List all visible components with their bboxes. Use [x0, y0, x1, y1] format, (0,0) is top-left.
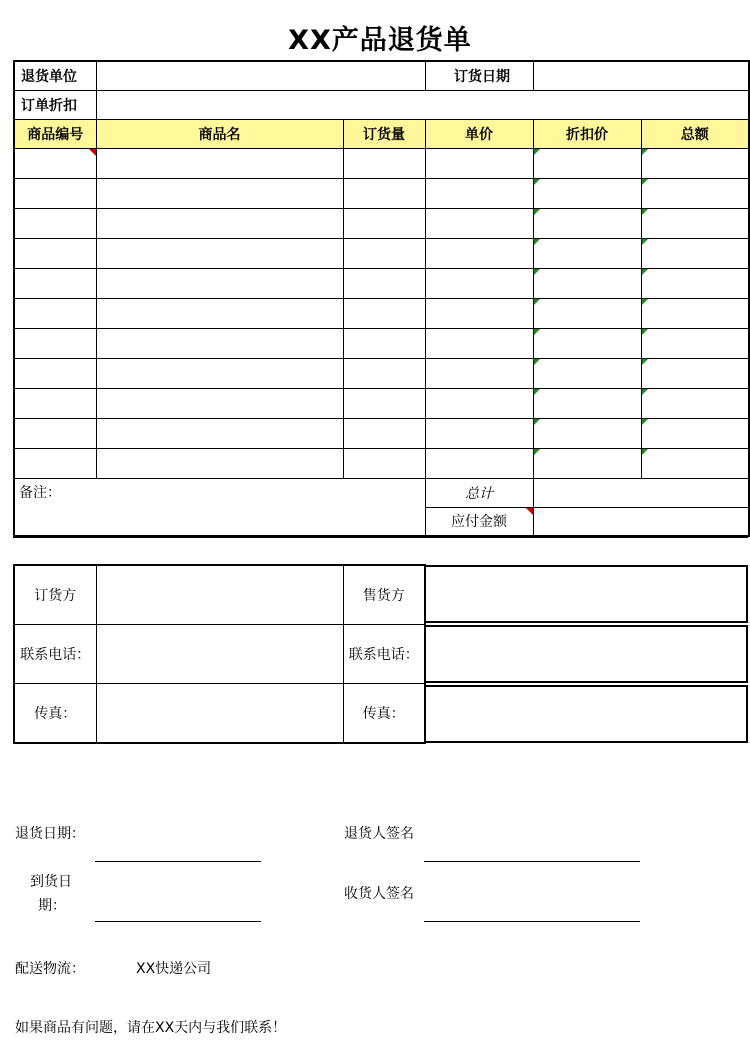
table-cell[interactable]: [96, 358, 343, 388]
table-cell[interactable]: [96, 178, 343, 208]
table-row: [14, 358, 749, 388]
table-cell[interactable]: [641, 418, 749, 448]
table-row: [14, 148, 749, 178]
table-row: [14, 268, 749, 298]
table-row: [14, 448, 749, 478]
item-rows: [14, 148, 749, 478]
table-cell[interactable]: [343, 208, 425, 238]
table-row: [14, 388, 749, 418]
arrival-date-line[interactable]: [95, 921, 261, 922]
table-cell[interactable]: [96, 388, 343, 418]
table-cell[interactable]: [96, 418, 343, 448]
seller-field[interactable]: [424, 565, 748, 623]
col-discount-price: 折扣价: [533, 119, 641, 148]
amount-due-field[interactable]: [533, 507, 749, 536]
table-cell[interactable]: [641, 268, 749, 298]
table-row: [14, 178, 749, 208]
table-cell[interactable]: [14, 178, 96, 208]
col-product-code: 商品编号: [14, 119, 96, 148]
table-cell[interactable]: [425, 208, 533, 238]
table-cell[interactable]: [96, 298, 343, 328]
seller-phone-field[interactable]: [424, 625, 748, 683]
table-cell[interactable]: [425, 328, 533, 358]
table-cell[interactable]: [96, 268, 343, 298]
table-cell[interactable]: [14, 238, 96, 268]
logistics-label: 配送物流：: [15, 961, 85, 977]
receiver-sign-label: 收货人签名: [344, 886, 414, 902]
table-cell[interactable]: [641, 298, 749, 328]
return-date-label: 退货日期：: [15, 826, 85, 842]
table-cell[interactable]: [425, 268, 533, 298]
remarks-cell[interactable]: [14, 478, 425, 536]
table-cell[interactable]: [343, 178, 425, 208]
col-product-name: 商品名: [96, 119, 343, 148]
table-cell[interactable]: [343, 448, 425, 478]
table-cell[interactable]: [533, 328, 641, 358]
return-unit-label: 退货单位: [14, 61, 96, 90]
table-cell[interactable]: [14, 448, 96, 478]
amount-due-label: 应付金额: [425, 507, 533, 536]
order-discount-label: 订单折扣: [14, 90, 96, 119]
buyer-fax-label: 传真：: [14, 684, 96, 744]
table-cell[interactable]: [641, 358, 749, 388]
order-date-label: 订货日期: [425, 61, 533, 90]
table-cell[interactable]: [343, 328, 425, 358]
table-cell[interactable]: [533, 208, 641, 238]
table-cell[interactable]: [641, 388, 749, 418]
table-cell[interactable]: [425, 298, 533, 328]
table-row: [14, 238, 749, 268]
arrival-date-label-2: 期：: [38, 898, 66, 914]
buyer-field[interactable]: [96, 565, 343, 625]
table-cell[interactable]: [425, 238, 533, 268]
returner-sign-label: 退货人签名: [344, 826, 414, 842]
table-cell[interactable]: [343, 388, 425, 418]
return-form-table: [13, 60, 750, 537]
table-cell[interactable]: [14, 298, 96, 328]
table-cell[interactable]: [425, 358, 533, 388]
col-quantity: 订货量: [343, 119, 425, 148]
page-title: XX产品退货单: [288, 25, 472, 56]
table-cell[interactable]: [641, 148, 749, 178]
table-cell[interactable]: [343, 148, 425, 178]
seller-phone-label: 联系电话：: [343, 625, 425, 684]
remarks-label: 备注：: [19, 484, 61, 501]
table-cell[interactable]: [533, 448, 641, 478]
table-cell[interactable]: [533, 268, 641, 298]
return-date-line[interactable]: [95, 861, 261, 862]
table-row: [14, 328, 749, 358]
table-cell[interactable]: [343, 298, 425, 328]
divider-line: [13, 537, 748, 538]
table-cell[interactable]: [641, 328, 749, 358]
table-cell[interactable]: [96, 148, 343, 178]
return-unit-field[interactable]: [96, 61, 425, 90]
buyer-label: 订货方: [14, 565, 96, 625]
table-cell[interactable]: [533, 358, 641, 388]
table-cell[interactable]: [14, 418, 96, 448]
table-cell[interactable]: [14, 268, 96, 298]
order-discount-field[interactable]: [96, 90, 749, 119]
total-field[interactable]: [533, 478, 749, 507]
table-cell[interactable]: [425, 148, 533, 178]
contact-note: 如果商品有问题，请在XX天内与我们联系！: [15, 1020, 287, 1036]
seller-fax-label: 传真：: [343, 684, 425, 744]
buyer-phone-label: 联系电话：: [14, 625, 96, 684]
table-cell[interactable]: [425, 418, 533, 448]
table-cell[interactable]: [96, 208, 343, 238]
col-total: 总额: [641, 119, 749, 148]
table-cell[interactable]: [641, 238, 749, 268]
table-cell[interactable]: [96, 448, 343, 478]
arrival-date-label: 到货日: [30, 874, 72, 890]
table-cell[interactable]: [343, 358, 425, 388]
table-cell[interactable]: [343, 238, 425, 268]
table-cell[interactable]: [14, 148, 96, 178]
table-cell[interactable]: [641, 448, 749, 478]
order-date-field[interactable]: [533, 61, 749, 90]
table-cell[interactable]: [533, 148, 641, 178]
party-info-table: [13, 564, 426, 744]
table-cell[interactable]: [533, 238, 641, 268]
table-cell[interactable]: [533, 178, 641, 208]
table-cell[interactable]: [96, 328, 343, 358]
total-label: 总计: [425, 478, 533, 507]
table-cell[interactable]: [14, 358, 96, 388]
table-cell[interactable]: [533, 418, 641, 448]
table-row: [14, 208, 749, 238]
seller-fax-field[interactable]: [424, 685, 748, 743]
table-row: [14, 298, 749, 328]
table-cell[interactable]: [533, 388, 641, 418]
table-cell[interactable]: [425, 448, 533, 478]
table-cell[interactable]: [14, 328, 96, 358]
table-cell[interactable]: [641, 178, 749, 208]
returner-sign-line[interactable]: [424, 861, 640, 862]
column-header-row: [14, 119, 749, 148]
table-cell[interactable]: [343, 268, 425, 298]
logistics-value: XX快递公司: [136, 961, 212, 977]
col-unit-price: 单价: [425, 119, 533, 148]
receiver-sign-line[interactable]: [424, 921, 640, 922]
table-cell[interactable]: [343, 418, 425, 448]
table-cell[interactable]: [641, 208, 749, 238]
buyer-fax-field[interactable]: [96, 684, 343, 744]
table-cell[interactable]: [14, 208, 96, 238]
table-cell[interactable]: [425, 178, 533, 208]
table-row: [14, 418, 749, 448]
table-cell[interactable]: [533, 298, 641, 328]
buyer-phone-field[interactable]: [96, 625, 343, 684]
table-cell[interactable]: [14, 388, 96, 418]
table-cell[interactable]: [96, 238, 343, 268]
table-cell[interactable]: [425, 388, 533, 418]
seller-label: 售货方: [343, 565, 425, 625]
